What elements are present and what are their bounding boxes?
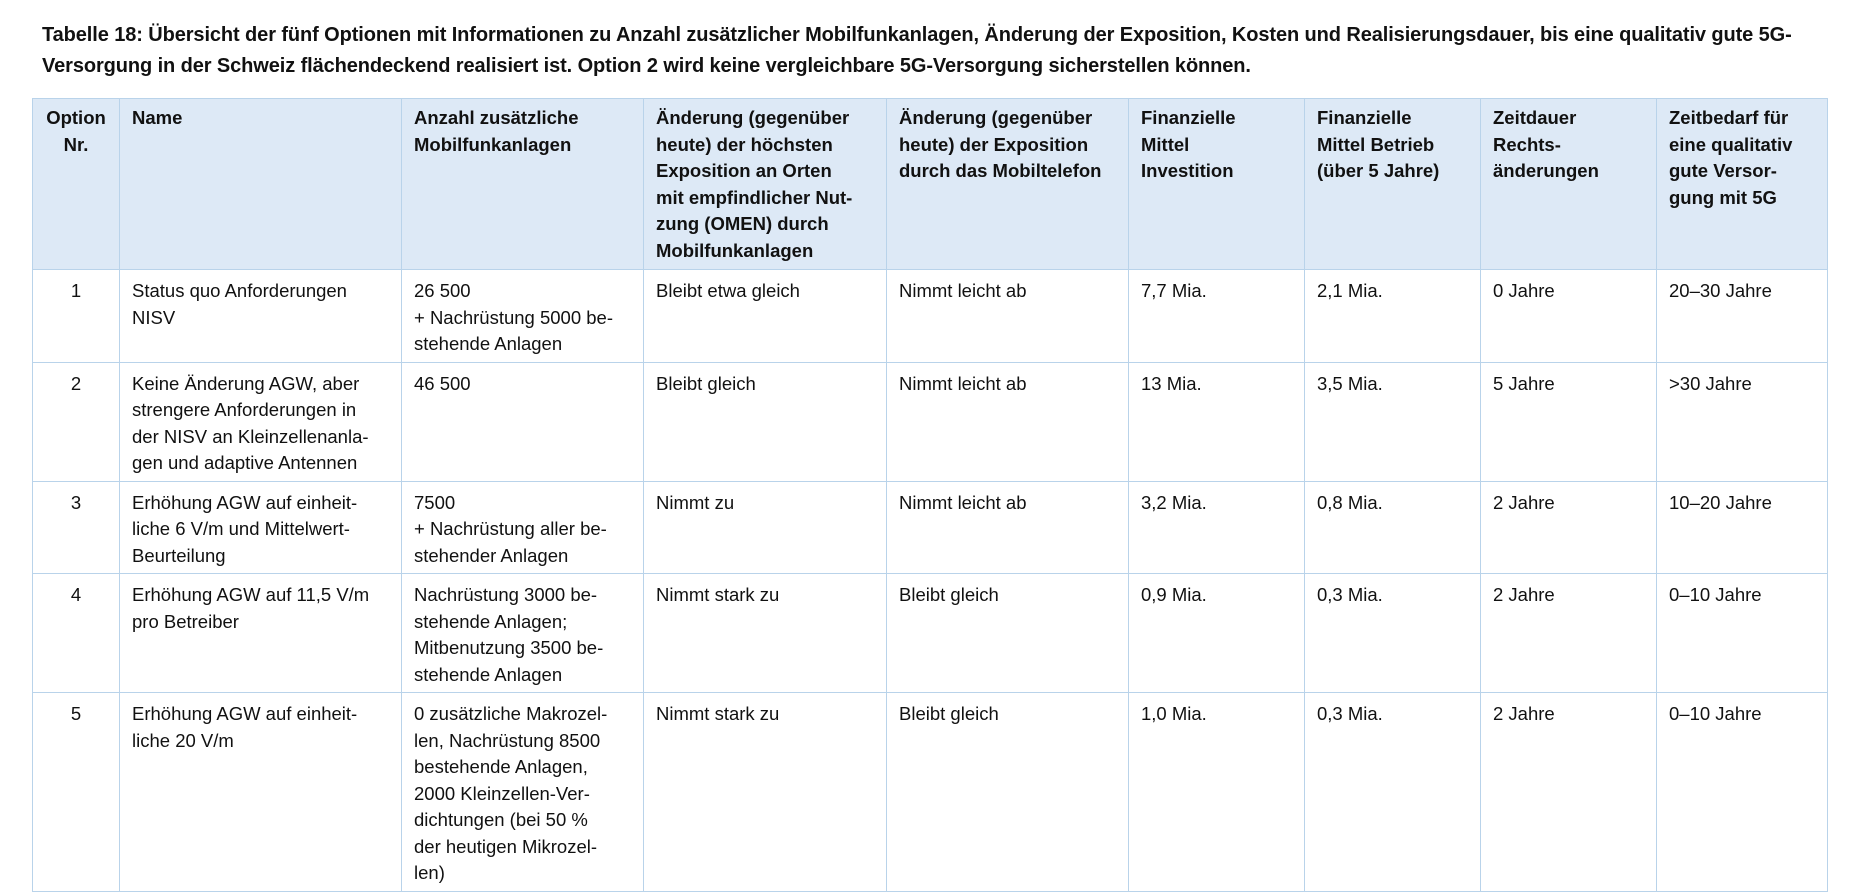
cell-operation-cost: 0,3 Mia. (1305, 574, 1481, 693)
header-operation-cost: Finanzielle Mittel Betrieb (über 5 Jahre) (1305, 99, 1481, 270)
cell-investment: 0,9 Mia. (1129, 574, 1305, 693)
table-row (33, 693, 1828, 892)
cell-exposure-phone: Nimmt leicht ab (887, 362, 1129, 481)
cell-additional-antennas: 26 500 + Nachrüstung 5000 be- stehende Anlagen (402, 270, 644, 363)
table-row (33, 481, 1828, 574)
cell-time-5g: >30 Jahre (1657, 362, 1828, 481)
cell-time-5g: 20–30 Jahre (1657, 270, 1828, 363)
cell-exposure-omen: Bleibt gleich (644, 362, 887, 481)
header-exposure-phone: Änderung (gegenüber heute) der Exposition durch das Mobiltelefon (887, 99, 1129, 270)
cell-operation-cost: 0,8 Mia. (1305, 481, 1481, 574)
cell-exposure-omen: Nimmt stark zu (644, 693, 887, 892)
cell-additional-antennas: Nachrüstung 3000 be- stehende Anlagen; Mitbenutzung 3500 be- stehende Anlagen (402, 574, 644, 693)
cell-name: Erhöhung AGW auf einheit- liche 6 V/m und Mittelwert- Beurteilung (120, 481, 402, 574)
options-table (32, 98, 1828, 892)
cell-legal-duration: 0 Jahre (1481, 270, 1657, 363)
header-investment: Finanzielle Mittel Investition (1129, 99, 1305, 270)
cell-name: Status quo Anforderungen NISV (120, 270, 402, 363)
cell-option-nr: 2 (33, 362, 120, 481)
cell-investment: 13 Mia. (1129, 362, 1305, 481)
cell-exposure-phone: Bleibt gleich (887, 574, 1129, 693)
cell-operation-cost: 3,5 Mia. (1305, 362, 1481, 481)
cell-exposure-omen: Bleibt etwa gleich (644, 270, 887, 363)
cell-time-5g: 0–10 Jahre (1657, 693, 1828, 892)
cell-exposure-phone: Nimmt leicht ab (887, 481, 1129, 574)
cell-exposure-omen: Nimmt zu (644, 481, 887, 574)
cell-exposure-omen: Nimmt stark zu (644, 574, 887, 693)
cell-investment: 7,7 Mia. (1129, 270, 1305, 363)
cell-option-nr: 5 (33, 693, 120, 892)
cell-additional-antennas: 7500 + Nachrüstung aller be- stehender Anlagen (402, 481, 644, 574)
header-option-nr: Option Nr. (33, 99, 120, 270)
cell-legal-duration: 5 Jahre (1481, 362, 1657, 481)
cell-operation-cost: 0,3 Mia. (1305, 693, 1481, 892)
cell-exposure-phone: Nimmt leicht ab (887, 270, 1129, 363)
cell-legal-duration: 2 Jahre (1481, 693, 1657, 892)
cell-additional-antennas: 0 zusätzliche Makrozel- len, Nachrüstung 8500 bestehende Anlagen, 2000 Kleinzellen-Ver- dichtungen (bei 50 % der heutigen Mikrozel- len) (402, 693, 644, 892)
table-header-row (33, 99, 1828, 270)
cell-time-5g: 0–10 Jahre (1657, 574, 1828, 693)
table-row (33, 574, 1828, 693)
cell-investment: 1,0 Mia. (1129, 693, 1305, 892)
header-name: Name (120, 99, 402, 270)
table-row (33, 362, 1828, 481)
cell-name: Keine Änderung AGW, aber strengere Anforderungen in der NISV an Kleinzellenanla- gen und adaptive Antennen (120, 362, 402, 481)
cell-legal-duration: 2 Jahre (1481, 574, 1657, 693)
cell-additional-antennas: 46 500 (402, 362, 644, 481)
cell-legal-duration: 2 Jahre (1481, 481, 1657, 574)
cell-investment: 3,2 Mia. (1129, 481, 1305, 574)
cell-exposure-phone: Bleibt gleich (887, 693, 1129, 892)
header-time-5g: Zeitbedarf für eine qualitativ gute Versor- gung mit 5G (1657, 99, 1828, 270)
cell-name: Erhöhung AGW auf einheit- liche 20 V/m (120, 693, 402, 892)
header-additional-antennas: Anzahl zusätzliche Mobilfunkanlagen (402, 99, 644, 270)
header-legal-duration: Zeitdauer Rechts- änderungen (1481, 99, 1657, 270)
cell-time-5g: 10–20 Jahre (1657, 481, 1828, 574)
cell-option-nr: 4 (33, 574, 120, 693)
table-row (33, 270, 1828, 363)
cell-operation-cost: 2,1 Mia. (1305, 270, 1481, 363)
header-exposure-omen: Änderung (gegenüber heute) der höchsten Exposition an Orten mit empfindlicher Nut- zung (OMEN) durch Mobilfunkanlagen (644, 99, 887, 270)
cell-option-nr: 3 (33, 481, 120, 574)
cell-name: Erhöhung AGW auf 11,5 V/m pro Betreiber (120, 574, 402, 693)
cell-option-nr: 1 (33, 270, 120, 363)
table-caption: Tabelle 18: Übersicht der fünf Optionen mit Informationen zu Anzahl zusätzlicher Mobilfunkanlagen, Änderung der Exposition, Kosten und Realisierungsdauer, bis eine qualitativ gute 5G-Versorgung in der Schweiz flächendeckend realisiert ist. Option 2 wird keine vergleichbare 5G-Versorgung sicherstellen können. (42, 24, 1792, 77)
